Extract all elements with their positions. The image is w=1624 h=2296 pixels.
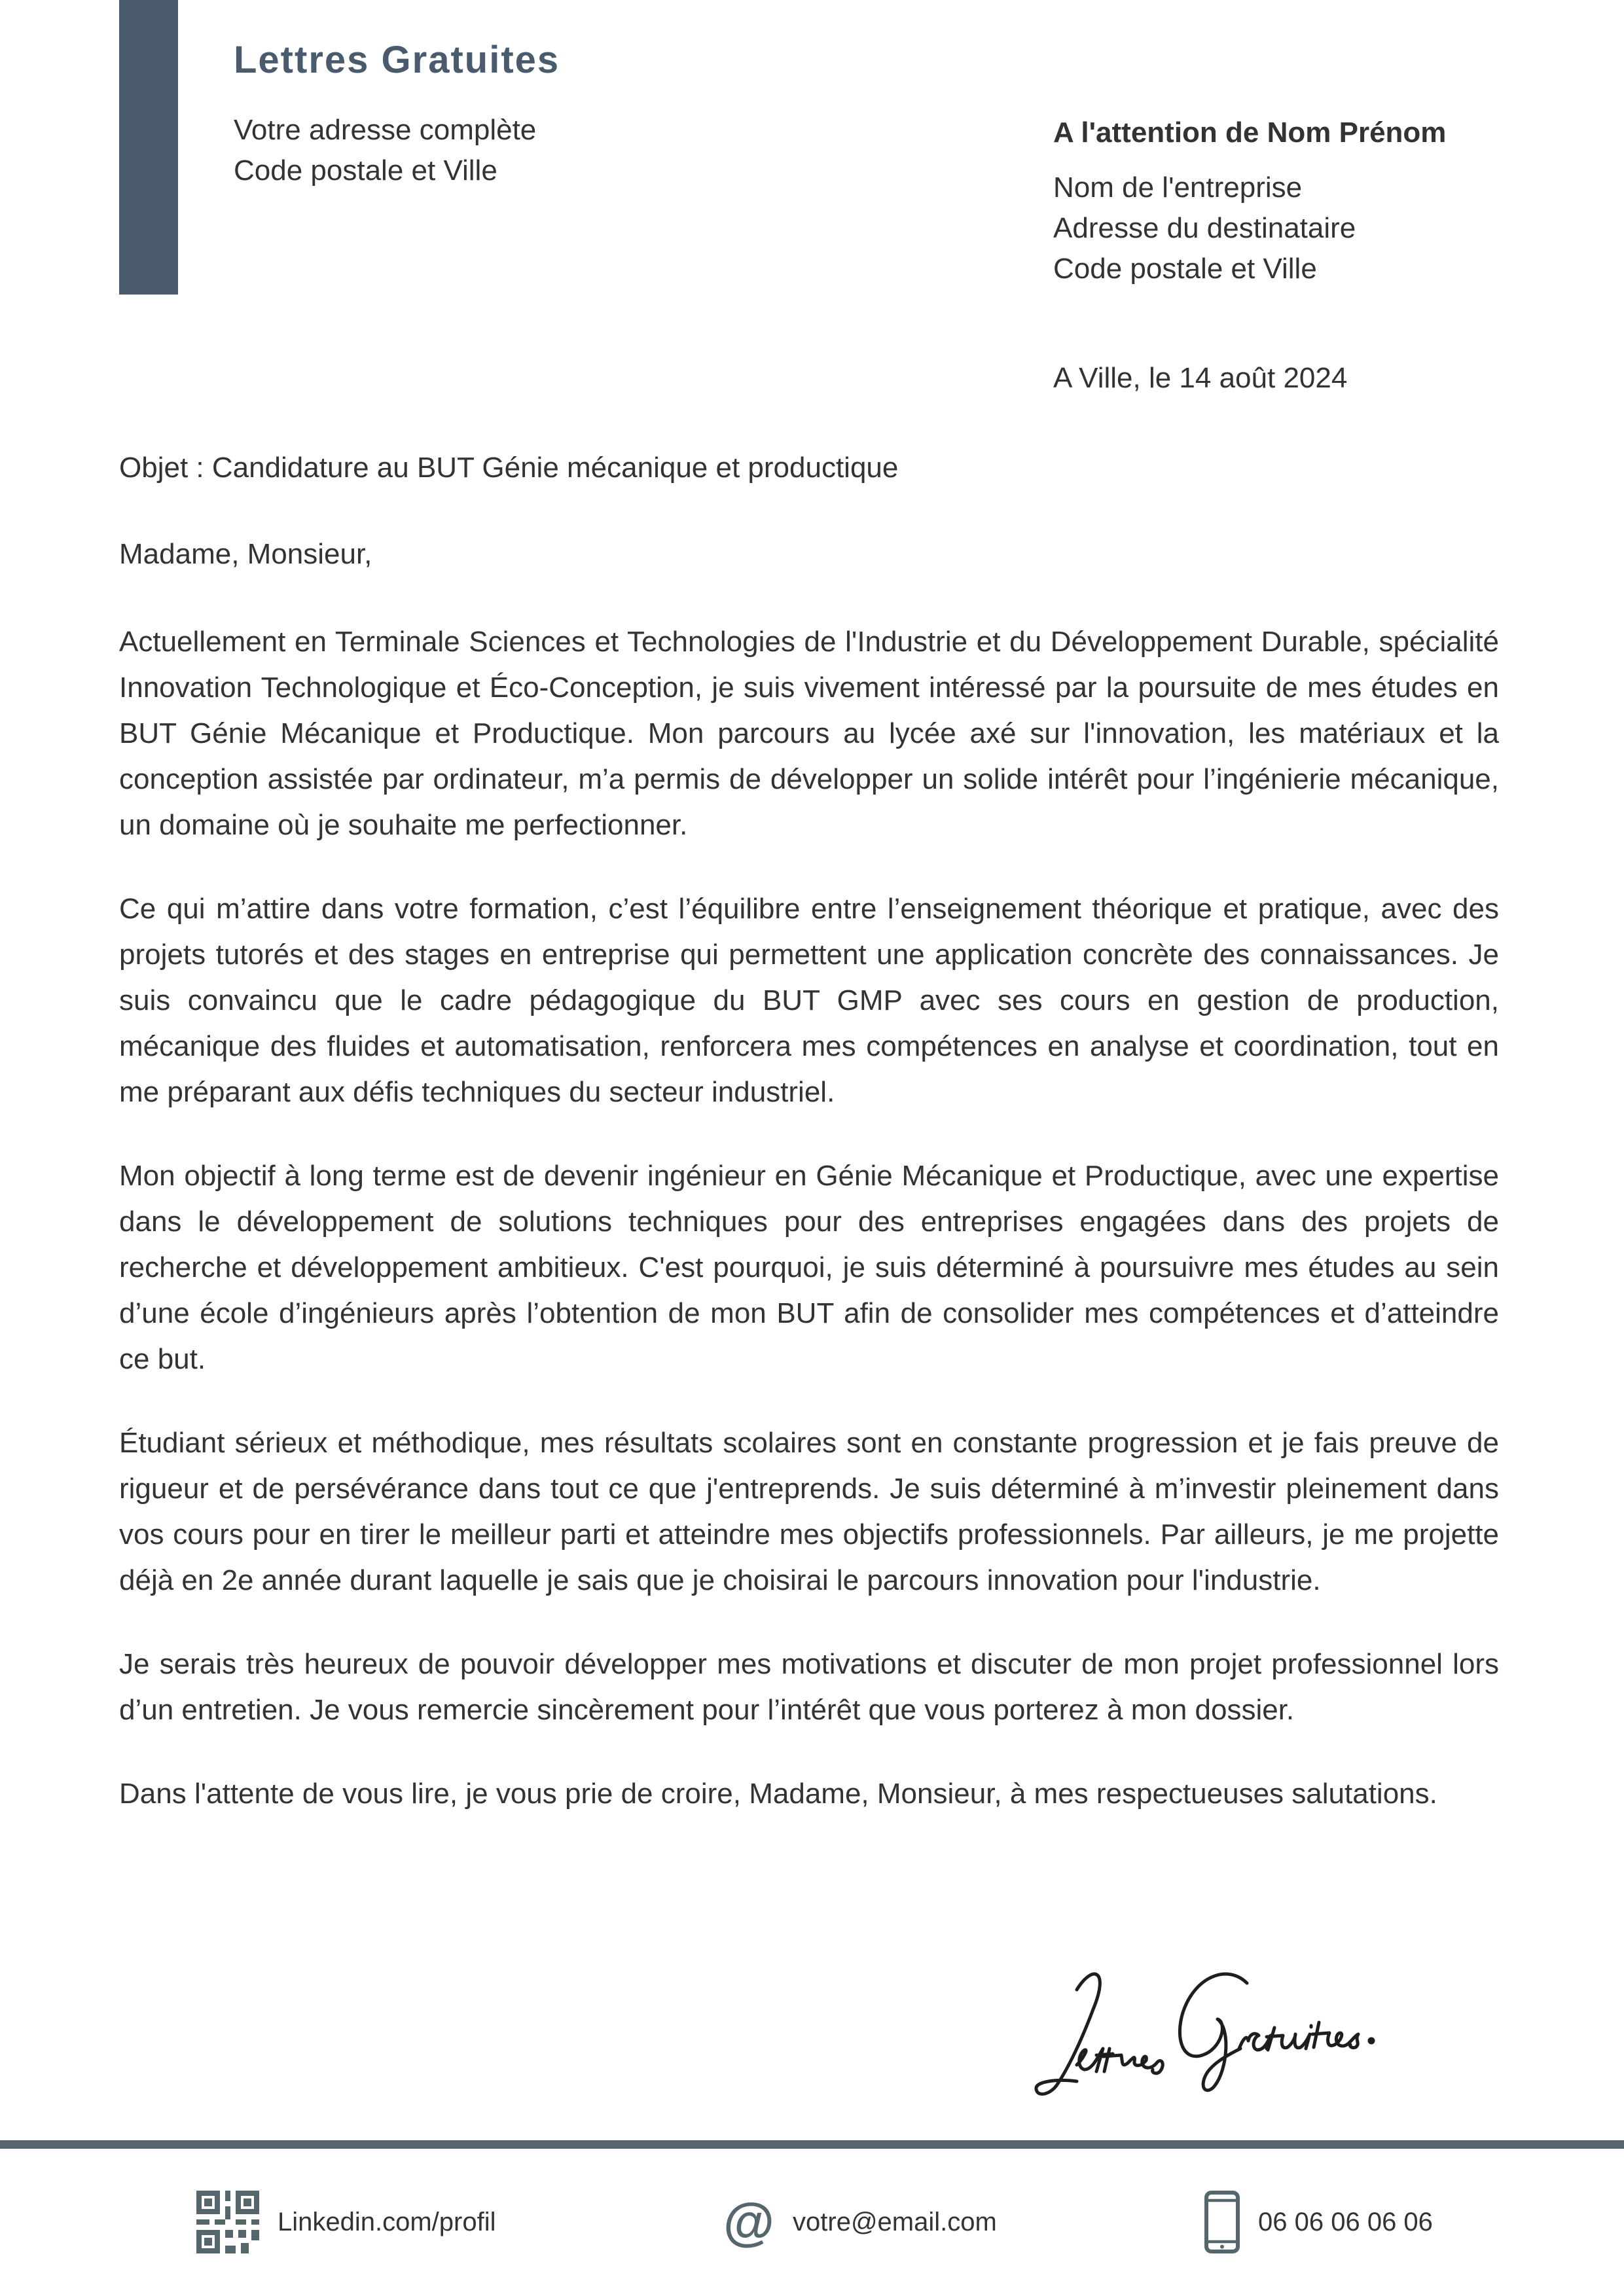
accent-bar	[119, 0, 178, 295]
recipient-city: Code postale et Ville	[1053, 253, 1317, 285]
handwritten-signature	[1031, 1950, 1411, 2108]
sender-name: Lettres Gratuites	[234, 39, 560, 81]
sender-address-line1: Votre adresse complète	[234, 114, 537, 146]
at-icon: @	[723, 2193, 775, 2251]
paragraph-6: Dans l'attente de vous lire, je vous prie de croire, Madame, Monsieur, à mes respectueuses salutations.	[119, 1778, 1437, 1810]
recipient-address: Adresse du destinataire	[1053, 212, 1356, 244]
footer-phone[interactable]	[1204, 2186, 1433, 2258]
recipient-attention: A l'attention de Nom Prénom	[1053, 117, 1447, 149]
sender-address-line2: Code postale et Ville	[234, 154, 497, 187]
letter-body	[119, 619, 1499, 1855]
footer-email[interactable]	[723, 2186, 997, 2258]
letter-subject: Objet : Candidature au BUT Génie mécanique et productique	[119, 452, 899, 484]
linkedin-label: Linkedin.com/profil	[278, 2207, 496, 2236]
sender-address	[234, 110, 536, 191]
paragraph-2: Ce qui m’attire dans votre formation, c’est l’équilibre entre l’enseignement théorique et pratique, avec des projets tutorés et des stages en entreprise qui permettent une application concrète des connaissances. Je suis convaincu que le cadre pédagogique du BUT GMP avec ses cours en gestion de production, mécanique des fluides et automatisation, renforcera mes compétences en analyse et coordination, tout en me préparant aux défis techniques du secteur industriel.	[119, 893, 1499, 1108]
recipient-block	[1053, 113, 1446, 289]
letter-greeting: Madame, Monsieur,	[119, 538, 372, 570]
paragraph-3: Mon objectif à long terme est de devenir ingénieur en Génie Mécanique et Productique, avec une expertise dans le développement de solutions techniques pour des entreprises engagées dans des projets de recherche et développement ambitieux. C'est pourquoi, je suis déterminé à poursuivre mes études au sein d’une école d’ingénieurs après l’obtention de mon BUT afin de consolider mes compétences et d’atteindre ce but.	[119, 1160, 1499, 1375]
phone-icon	[1204, 2191, 1240, 2253]
letter-date: A Ville, le 14 août 2024	[1053, 362, 1348, 394]
paragraph-1: Actuellement en Terminale Sciences et Technologies de l'Industrie et du Développement Durable, spécialité Innovation Technologique et Éco-Conception, je suis vivement intéressé par la poursuite de mes études en BUT Génie Mécanique et Productique. Mon parcours au lycée axé sur l'innovation, les matériaux et la conception assistée par ordinateur, m’a permis de développer un solide intérêt pour l’ingénierie mécanique, un domaine où je souhaite me perfectionner.	[119, 626, 1499, 841]
phone-label: 06 06 06 06 06	[1258, 2207, 1433, 2236]
footer	[0, 2186, 1624, 2258]
footer-linkedin[interactable]	[196, 2186, 496, 2258]
footer-divider	[0, 2140, 1624, 2149]
recipient-company: Nom de l'entreprise	[1053, 171, 1303, 204]
email-label: votre@email.com	[793, 2207, 997, 2236]
qr-code-icon	[196, 2191, 259, 2253]
paragraph-5: Je serais très heureux de pouvoir développer mes motivations et discuter de mon projet professionnel lors d’un entretien. Je vous remercie sincèrement pour l’intérêt que vous porterez à mon dossier.	[119, 1648, 1499, 1726]
paragraph-4: Étudiant sérieux et méthodique, mes résultats scolaires sont en constante progression et je fais preuve de rigueur et de persévérance dans tout ce que j'entreprends. Je suis déterminé à m’investir pleinement dans vos cours pour en tirer le meilleur parti et atteindre mes objectifs professionnels. Par ailleurs, je me projette déjà en 2e année durant laquelle je sais que je choisirai le parcours innovation pour l'industrie.	[119, 1427, 1499, 1596]
